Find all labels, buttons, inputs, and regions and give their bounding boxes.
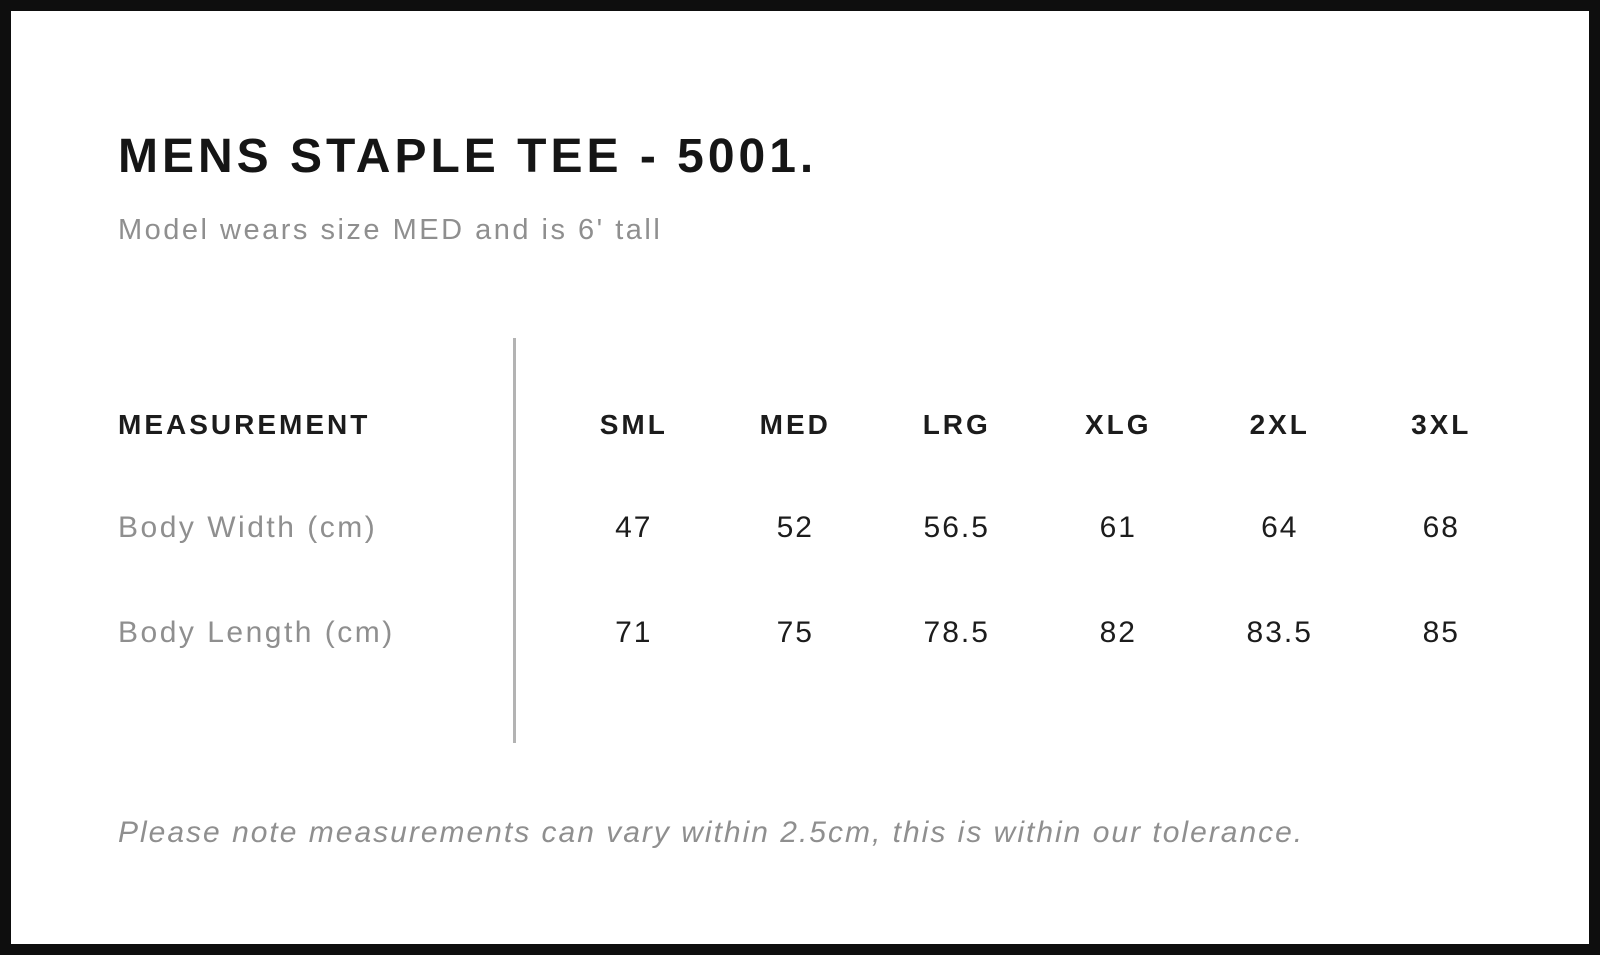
body-length-med: 75 [776, 616, 814, 649]
row-label-body-length: Body Length (cm) [118, 616, 395, 649]
body-length-3xl: 85 [1422, 616, 1460, 649]
size-header-sml: SML [599, 409, 668, 440]
size-header-3xl: 3XL [1411, 409, 1472, 440]
body-length-sml: 71 [615, 616, 653, 649]
size-header-med: MED [759, 409, 831, 440]
body-length-2xl: 83.5 [1246, 616, 1313, 649]
table-row-body-width [553, 512, 1522, 544]
size-header-2xl: 2XL [1249, 409, 1310, 440]
size-header-row [553, 410, 1522, 440]
body-width-med: 52 [776, 511, 814, 544]
table-vertical-divider [513, 338, 516, 743]
body-width-2xl: 64 [1261, 511, 1299, 544]
table-row-body-length [553, 617, 1522, 649]
row-label-body-width: Body Width (cm) [118, 511, 378, 544]
body-width-sml: 47 [615, 511, 653, 544]
size-header-xlg: XLG [1084, 409, 1152, 440]
body-length-xlg: 82 [1099, 616, 1137, 649]
body-width-lrg: 56.5 [923, 511, 990, 544]
page-title: MENS STAPLE TEE - 5001. [118, 130, 818, 183]
size-header-lrg: LRG [922, 409, 991, 440]
body-width-xlg: 61 [1099, 511, 1137, 544]
model-size-note: Model wears size MED and is 6' tall [118, 214, 663, 246]
body-width-3xl: 68 [1422, 511, 1460, 544]
measurement-column-header: MEASUREMENT [118, 409, 371, 440]
tolerance-note: Please note measurements can vary within 2.5cm, this is within our tolerance. [118, 816, 1305, 849]
body-length-lrg: 78.5 [923, 616, 990, 649]
